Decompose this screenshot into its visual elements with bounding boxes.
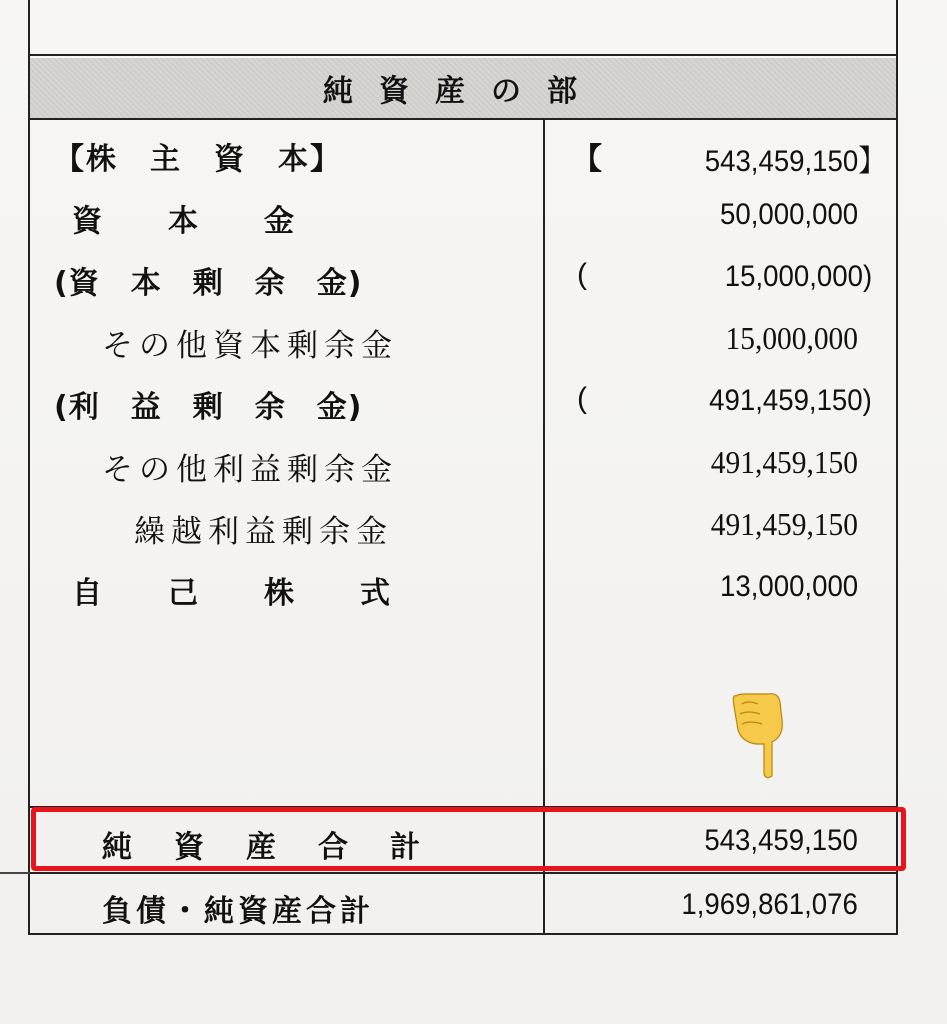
row-treasury-stock: [30, 558, 896, 620]
row-value: 543,459,150】: [704, 145, 886, 178]
row-open-bracket: 【: [572, 142, 602, 177]
row-total-liabilities-net-assets: [30, 876, 896, 938]
row-other-retained-earnings: [30, 434, 896, 496]
row-value: 15,000,000): [724, 260, 872, 293]
section-title: 純資産の部: [323, 74, 603, 109]
row-shareholders-equity: [30, 124, 896, 186]
table-top-rule: [28, 54, 898, 56]
section-header: [30, 58, 896, 120]
row-value: 491,459,150): [709, 384, 872, 417]
row-capital-stock: [30, 186, 896, 248]
row-value: 50,000,000: [719, 198, 858, 231]
total-rule-middle: [28, 872, 898, 874]
highlight-box: [31, 807, 906, 871]
row-other-capital-surplus: [30, 310, 896, 372]
row-value: 13,000,000: [719, 570, 858, 603]
row-label: その他資本剰余金: [102, 328, 398, 364]
row-open-paren: (: [577, 258, 587, 291]
row-rule-extension: [0, 872, 30, 874]
row-label: 純 資 産 合 計: [102, 830, 426, 865]
row-value: 491,459,150: [710, 506, 858, 542]
row-retained-earnings: [30, 372, 896, 434]
row-label: 繰越利益剰余金: [134, 514, 393, 550]
row-value: 15,000,000: [725, 320, 858, 356]
row-label: 資 本 金: [72, 204, 296, 239]
row-label: (資 本 剰 余 金): [54, 266, 363, 301]
row-value: 491,459,150: [710, 444, 858, 480]
row-label: 自 己 株 式: [72, 576, 392, 611]
row-capital-surplus: [30, 248, 896, 310]
row-open-paren: (: [577, 382, 587, 415]
row-value: 543,459,150: [704, 824, 858, 857]
row-retained-earnings-carried-forward: [30, 496, 896, 558]
row-label: その他利益剰余金: [102, 452, 398, 488]
row-label: 【株 主 資 本】: [54, 142, 342, 177]
row-label: (利 益 剰 余 金): [54, 390, 363, 425]
pointing-down-hand-icon: [728, 690, 792, 780]
row-value: 1,969,861,076: [681, 888, 858, 921]
row-label: 負債・純資産合計: [102, 894, 374, 929]
